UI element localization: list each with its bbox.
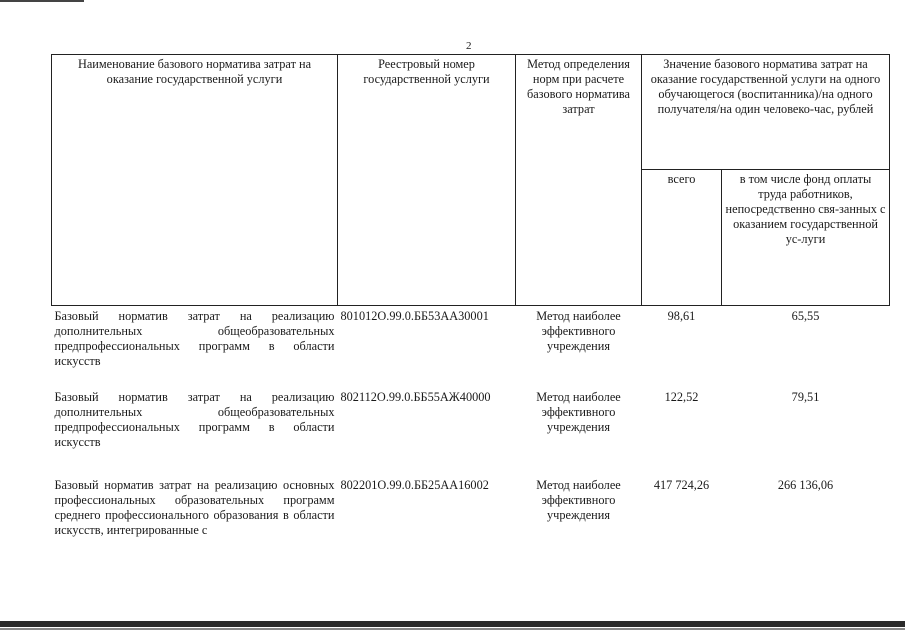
row-name: Базовый норматив затрат на реализацию основных профессиональных образовательных программ среднего профессионального образования в области искусств, интегрированные с	[54, 478, 335, 537]
table-row	[52, 387, 890, 475]
row-wage: 79,51	[791, 390, 820, 404]
row-total: 417 724,26	[653, 478, 710, 492]
header-value: Значение базового норматива затрат на оказание государственной услуги на одного обучающегося (воспитанника)/на одного получателя/на один человеко-час, рублей	[642, 55, 890, 170]
row-registry: 802112О.99.0.ББ55АЖ40000	[340, 390, 491, 404]
row-wage: 65,55	[791, 309, 820, 323]
row-registry: 801012О.99.0.ББ53АА30001	[340, 309, 489, 323]
cost-standards-table	[51, 54, 890, 558]
row-name: Базовый норматив затрат на реализацию дополнительных общеобразовательных предпрофессиональных программ в области искусств	[54, 390, 335, 449]
row-total: 98,61	[667, 309, 696, 323]
row-name: Базовый норматив затрат на реализацию дополнительных общеобразовательных предпрофессиональных программ в области искусств	[54, 309, 335, 368]
table-header-row	[52, 55, 890, 170]
header-name: Наименование базового норматива затрат на оказание государственной услуги	[52, 55, 338, 306]
scan-edge-line	[0, 628, 905, 630]
header-method: Метод определения норм при расчете базового норматива затрат	[516, 55, 642, 306]
header-wage: в том числе фонд оплаты труда работников, непосредственно свя-занных с оказанием государственной ус-луги	[722, 170, 890, 306]
top-edge-mark	[0, 0, 84, 2]
table-row	[52, 306, 890, 388]
header-total: всего	[642, 170, 722, 306]
scan-edge-band	[0, 621, 905, 627]
row-wage: 266 136,06	[777, 478, 834, 492]
page-number: 2	[466, 40, 472, 52]
row-method: Метод наиболее эффективного учреждения	[536, 478, 621, 522]
table-row	[52, 475, 890, 558]
row-method: Метод наиболее эффективного учреждения	[536, 309, 621, 353]
header-registry: Реестровый номер государственной услуги	[338, 55, 516, 306]
row-method: Метод наиболее эффективного учреждения	[536, 390, 621, 434]
row-total: 122,52	[664, 390, 699, 404]
row-registry: 802201О.99.0.ББ25АА16002	[340, 478, 489, 492]
